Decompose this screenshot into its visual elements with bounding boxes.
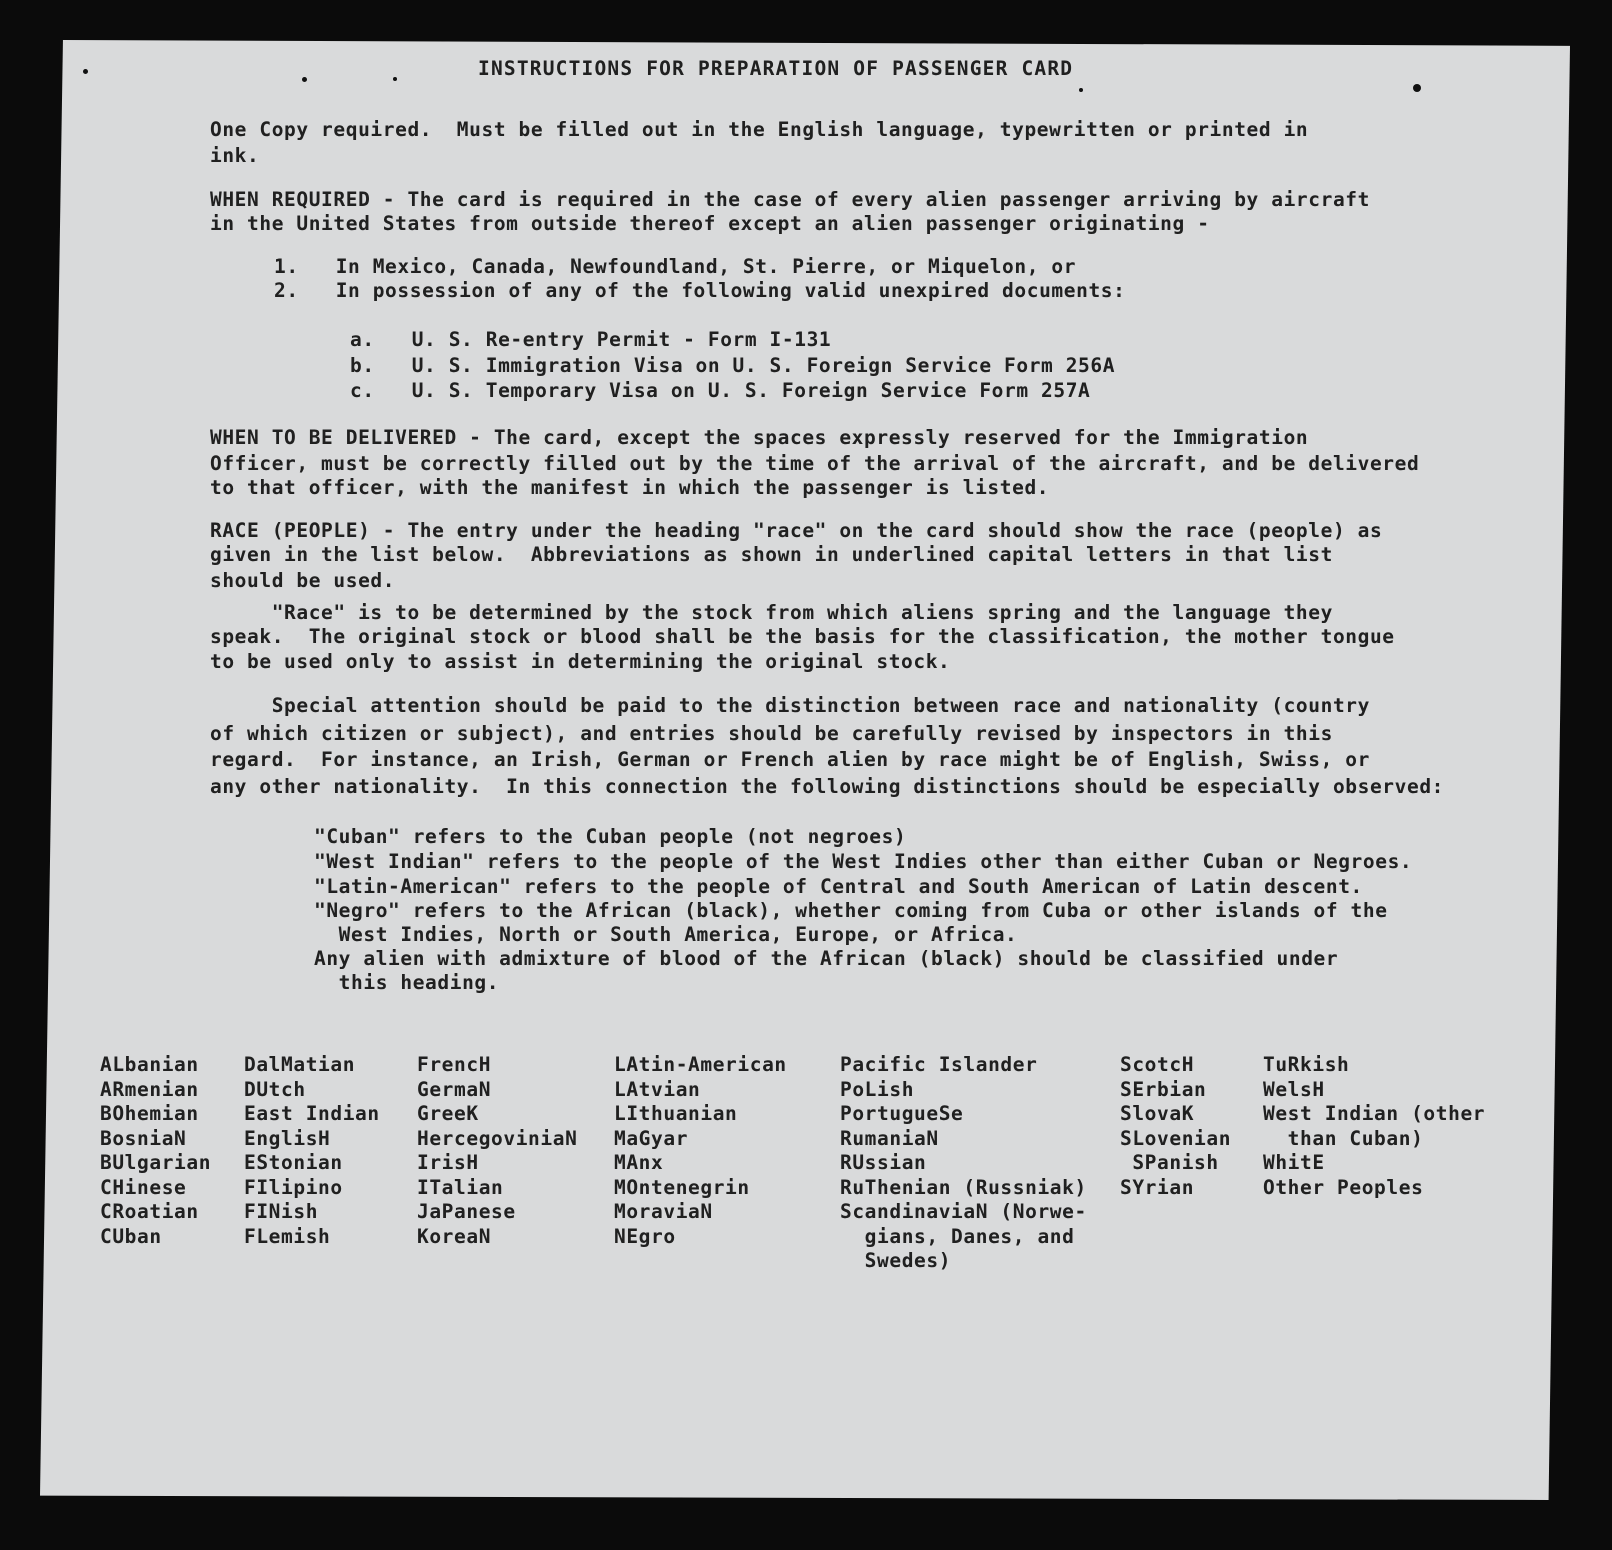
race-definition-line: speak. The original stock or blood shall be the basis for the classification, the mother tongue bbox=[210, 625, 1395, 648]
distinction-line: "Cuban" refers to the Cuban people (not negroes) bbox=[314, 825, 907, 848]
race-entry: DalMatian bbox=[244, 1053, 356, 1076]
race-entry: SLovenian bbox=[1120, 1126, 1232, 1150]
race-entry: ScandinaviaN (Norwe- bbox=[840, 1200, 1087, 1223]
race-entry: BUlgarian bbox=[100, 1151, 212, 1174]
race-entry: ALbanian bbox=[100, 1053, 199, 1076]
race-entry: Pacific Islander bbox=[840, 1053, 1038, 1076]
race-column bbox=[840, 1053, 1087, 1274]
distinction-line: West Indies, North or South America, Europe, or Africa. bbox=[314, 923, 1018, 946]
intro-line: One Copy required. Must be filled out in the English language, typewritten or printed in bbox=[210, 118, 1309, 141]
when-required-line: WHEN REQUIRED - The card is required in the case of every alien passenger arriving by aircraft bbox=[210, 188, 1370, 211]
race-entry: MAnx bbox=[614, 1151, 664, 1174]
race-entry: KoreaN bbox=[417, 1224, 492, 1248]
race-entry: TuRkish bbox=[1263, 1053, 1350, 1076]
distinction-line: this heading. bbox=[314, 971, 500, 994]
numbered-item: 1. In Mexico, Canada, Newfoundland, St. Pierre, or Miquelon, or bbox=[274, 255, 1077, 278]
race-entry: gians, Danes, and bbox=[840, 1224, 1075, 1248]
numbered-item: 2. In possession of any of the following valid unexpired documents: bbox=[274, 279, 1126, 302]
race-entry: BOhemian bbox=[100, 1102, 199, 1125]
special-attention-line: Special attention should be paid to the distinction between race and nationality (country bbox=[210, 694, 1370, 717]
race-entry: RuThenian (Russniak) bbox=[840, 1175, 1087, 1199]
race-entry: West Indian (other bbox=[1263, 1102, 1486, 1125]
document-item: b. U. S. Immigration Visa on U. S. Foreign Service Form 256A bbox=[350, 354, 1116, 377]
ink-speck bbox=[302, 77, 307, 82]
race-entry: ScotcH bbox=[1120, 1053, 1195, 1076]
document-item: c. U. S. Temporary Visa on U. S. Foreign Service Form 257A bbox=[350, 379, 1091, 402]
race-line: RACE (PEOPLE) - The entry under the heading "race" on the card should show the race (people) as bbox=[210, 519, 1383, 542]
race-list bbox=[100, 1053, 1560, 1283]
race-entry: LAtin-American bbox=[614, 1053, 787, 1076]
document-item: a. U. S. Re-entry Permit - Form I-131 bbox=[350, 328, 832, 351]
when-delivered-line: Officer, must be correctly filled out by the time of the arrival of the aircraft, and be delivered bbox=[210, 452, 1420, 475]
race-entry: FLemish bbox=[244, 1224, 331, 1248]
document-title: INSTRUCTIONS FOR PREPARATION OF PASSENGER CARD bbox=[478, 57, 1074, 80]
race-entry: RumaniaN bbox=[840, 1126, 939, 1150]
special-attention-line: regard. For instance, an Irish, German or French alien by race might be of English, Swiss, or bbox=[210, 748, 1370, 771]
race-entry: CHinese bbox=[100, 1175, 187, 1199]
race-definition-line: "Race" is to be determined by the stock from which aliens spring and the language they bbox=[210, 601, 1333, 624]
race-entry: SYrian bbox=[1120, 1175, 1195, 1199]
race-entry: JaPanese bbox=[417, 1200, 516, 1223]
race-definition-line: to be used only to assist in determining the original stock. bbox=[210, 650, 951, 673]
race-column bbox=[244, 1053, 380, 1249]
special-attention-line: any other nationality. In this connection the following distinctions should be especially observed: bbox=[210, 775, 1444, 798]
race-entry: EStonian bbox=[244, 1151, 343, 1174]
race-entry: MOntenegrin bbox=[614, 1175, 750, 1199]
intro-line: ink. bbox=[210, 144, 260, 167]
race-entry: FIlipino bbox=[244, 1175, 343, 1199]
race-line: given in the list below. Abbreviations as shown in underlined capital letters in that list bbox=[210, 543, 1333, 566]
race-entry: IrisH bbox=[417, 1151, 479, 1174]
race-entry: BosniaN bbox=[100, 1126, 187, 1150]
ink-speck bbox=[1079, 88, 1083, 92]
race-entry: CUban bbox=[100, 1224, 162, 1248]
race-entry: than Cuban) bbox=[1263, 1126, 1424, 1150]
race-entry: LIthuanian bbox=[614, 1102, 738, 1125]
race-entry: GreeK bbox=[417, 1102, 479, 1125]
race-entry: FrencH bbox=[417, 1053, 492, 1076]
race-entry: HercegoviniaN bbox=[417, 1126, 578, 1150]
race-entry: Swedes) bbox=[840, 1249, 952, 1272]
race-entry: NEgro bbox=[614, 1224, 676, 1248]
race-entry: DUtch bbox=[244, 1077, 306, 1101]
distinction-line: "Negro" refers to the African (black), whether coming from Cuba or other islands of the bbox=[314, 899, 1388, 922]
race-entry: PortugueSe bbox=[840, 1102, 964, 1125]
ink-speck bbox=[1413, 84, 1421, 92]
race-entry: SPanish bbox=[1120, 1151, 1219, 1174]
race-column bbox=[417, 1053, 577, 1249]
distinction-line: Any alien with admixture of blood of the African (black) should be classified under bbox=[314, 947, 1339, 970]
race-entry: Other Peoples bbox=[1263, 1175, 1424, 1199]
special-attention-line: of which citizen or subject), and entries should be carefully revised by inspectors in this bbox=[210, 722, 1333, 745]
when-required-line: in the United States from outside thereof except an alien passenger originating - bbox=[210, 212, 1210, 235]
race-entry: CRoatian bbox=[100, 1200, 199, 1223]
race-entry: SErbian bbox=[1120, 1077, 1207, 1101]
race-entry: ITalian bbox=[417, 1175, 504, 1199]
distinction-line: "West Indian" refers to the people of the West Indies other than either Cuban or Negroes. bbox=[314, 850, 1413, 873]
race-entry: East Indian bbox=[244, 1102, 380, 1125]
race-entry: WelsH bbox=[1263, 1077, 1325, 1101]
ink-speck bbox=[393, 77, 397, 81]
race-entry: RUssian bbox=[840, 1151, 927, 1174]
when-delivered-line: WHEN TO BE DELIVERED - The card, except the spaces expressly reserved for the Immigration bbox=[210, 426, 1309, 449]
race-line: should be used. bbox=[210, 569, 396, 592]
race-entry: MaGyar bbox=[614, 1126, 689, 1150]
distinction-line: "Latin-American" refers to the people of Central and South American of Latin descent. bbox=[314, 875, 1363, 898]
race-entry: GermaN bbox=[417, 1077, 492, 1101]
race-column bbox=[100, 1053, 211, 1249]
race-entry: EnglisH bbox=[244, 1126, 331, 1150]
race-entry: WhitE bbox=[1263, 1151, 1325, 1174]
race-column bbox=[614, 1053, 787, 1249]
race-entry: PoLish bbox=[840, 1077, 915, 1101]
race-column bbox=[1120, 1053, 1231, 1200]
race-entry: MoraviaN bbox=[614, 1200, 713, 1223]
race-column bbox=[1263, 1053, 1485, 1200]
ink-speck bbox=[83, 69, 88, 74]
race-entry: ARmenian bbox=[100, 1077, 199, 1101]
when-delivered-line: to that officer, with the manifest in which the passenger is listed. bbox=[210, 476, 1050, 499]
race-entry: SlovaK bbox=[1120, 1102, 1195, 1125]
race-entry: LAtvian bbox=[614, 1077, 701, 1101]
race-entry: FINish bbox=[244, 1200, 319, 1223]
